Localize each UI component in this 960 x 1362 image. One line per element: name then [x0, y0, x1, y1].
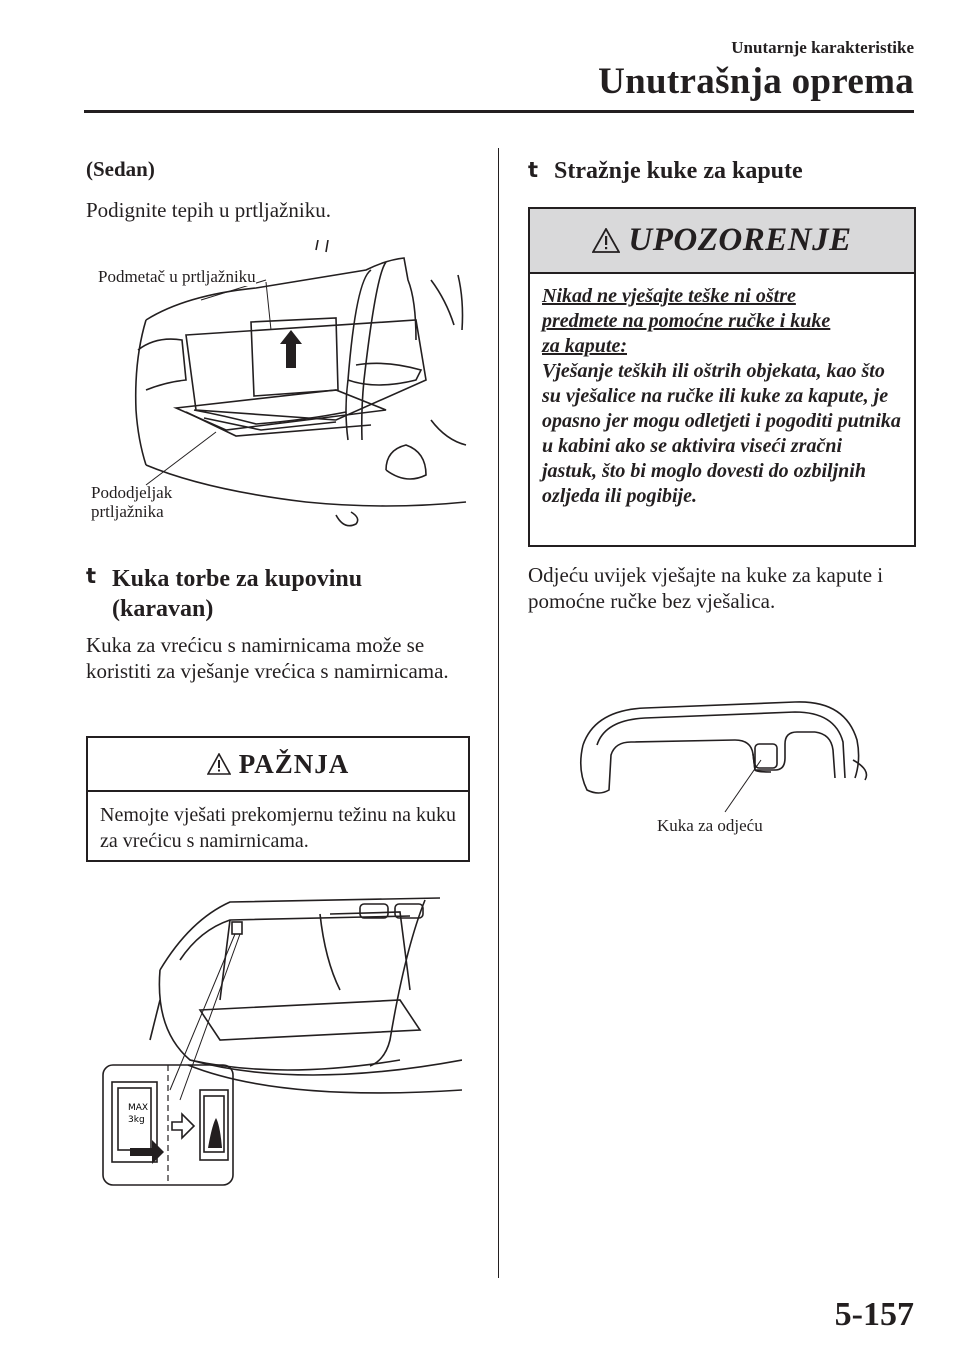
warning-body	[530, 274, 914, 509]
max-weight-label: MAX	[128, 1103, 149, 1113]
shopping-hook-section-heading	[86, 564, 486, 624]
coat-hooks-title: Stražnje kuke za kapute	[554, 158, 803, 184]
trunk-tray-label-line2: prtljažnika	[91, 502, 164, 521]
caution-header	[88, 738, 468, 792]
warning-triangle-icon	[592, 228, 620, 253]
column-divider	[498, 148, 499, 1278]
warning-underlined-line2: predmete na pomoćne ručke i kuke	[542, 310, 831, 332]
page-number: 5-157	[834, 1296, 914, 1333]
coat-hooks-text: Odjeću uvijek vješajte na kuke za kapute i pomoćne ručke bez vješalica.	[528, 563, 884, 613]
warning-title: UPOZORENJE	[628, 222, 852, 258]
section-bullet-icon: t	[86, 564, 97, 588]
trunk-mat-label: Podmetač u prtljažniku	[98, 267, 256, 286]
shopping-hook-text: Kuka za vrećicu s namirnicama može se koristiti za vješanje vrećica s namirnicama.	[86, 633, 449, 683]
wagon-cargo-figure	[100, 890, 462, 1190]
section-title-line2: (karavan)	[112, 596, 214, 622]
warning-underlined-line3: za kapute:	[542, 335, 627, 357]
coat-hook-label: Kuka za odjeću	[657, 816, 763, 835]
sedan-trunk-figure	[86, 240, 470, 535]
warning-triangle-icon	[207, 753, 231, 775]
section-title-line1: Kuka torbe za kupovinu	[112, 566, 363, 592]
page-title: Unutrašnja oprema	[598, 61, 914, 102]
warning-header	[530, 209, 914, 274]
trunk-tray-label-line1: Pododjeljak	[91, 483, 173, 502]
section-bullet-icon: t	[528, 158, 539, 182]
caution-text: Nemojte vješati prekomjernu težinu na kuku za vrećicu s namirnicama.	[100, 804, 457, 852]
caution-box	[86, 736, 470, 862]
header-section-label: Unutarnje karakteristike	[731, 38, 914, 57]
sedan-text: Podignite tepih u prtljažniku.	[86, 198, 331, 222]
warning-text: Vješanje teških ili oštrih objekata, kao što su vješalice na ručke ili kuke za kapute, je opasno jer mogu odletjeti i pogoditi putnika u kabini ako se aktivira viseći zračni jastuk, što bi moglo dovesti do ozbiljnih ozljeda ili pogibije.	[542, 360, 901, 507]
coat-hooks-section-heading	[528, 158, 908, 190]
lift-arrow-icon	[280, 330, 302, 368]
wagon-cargo-illustration	[100, 890, 462, 1190]
hook-icon	[208, 1118, 222, 1148]
max-weight-value: 3kg	[128, 1115, 145, 1125]
coat-hook-figure	[575, 700, 875, 840]
sedan-heading: (Sedan)	[86, 157, 155, 181]
push-arrow-icon	[130, 1140, 164, 1164]
header-divider	[84, 110, 914, 113]
warning-underlined-line1: Nikad ne vješajte teške ni oštre	[542, 285, 796, 307]
warning-box	[528, 207, 916, 547]
caution-title: PAŽNJA	[238, 748, 350, 779]
